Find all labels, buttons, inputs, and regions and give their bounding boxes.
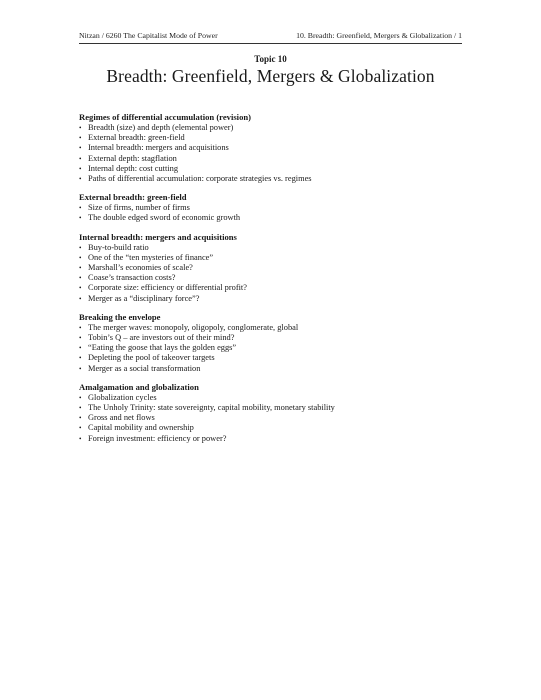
section-breaking-envelope	[79, 312, 469, 374]
list-item	[79, 413, 469, 423]
bullet-icon: •	[79, 354, 82, 363]
bullet-icon: •	[79, 334, 82, 343]
bullet-list	[79, 323, 469, 374]
list-item-text: Breadth (size) and depth (elemental power)	[88, 123, 234, 132]
list-item-text: Internal breadth: mergers and acquisitions	[88, 143, 229, 153]
bullet-icon: •	[79, 253, 82, 262]
bullet-icon: •	[79, 214, 82, 223]
running-header	[79, 31, 462, 40]
list-item	[79, 364, 469, 374]
topic-label: Topic 10	[254, 54, 287, 64]
section-title: External breadth: green-field	[79, 192, 187, 203]
bullet-icon: •	[79, 323, 82, 332]
bullet-icon: •	[79, 424, 82, 433]
section-title: Regimes of differential accumulation (revision)	[79, 112, 252, 122]
list-item	[79, 174, 469, 184]
list-item-text: Paths of differential accumulation: corporate strategies vs. regimes	[88, 174, 312, 184]
header-rule	[79, 43, 462, 44]
list-item	[79, 154, 469, 164]
list-item	[79, 203, 469, 213]
section-regimes	[79, 112, 469, 184]
bullet-list	[79, 203, 469, 223]
list-item-text: Size of firms, number of firms	[88, 203, 190, 213]
bullet-icon: •	[79, 434, 82, 443]
list-item-text: Capital mobility and ownership	[88, 423, 194, 433]
list-item	[79, 434, 469, 444]
list-item-text: Tobin’s Q – are investors out of their mind?	[88, 333, 235, 343]
bullet-icon: •	[79, 344, 82, 353]
bullet-icon: •	[79, 264, 82, 273]
list-item	[79, 164, 469, 174]
bullet-icon: •	[79, 175, 82, 184]
list-item-text: Depleting the pool of takeover targets	[88, 353, 215, 363]
list-item-text: Corporate size: efficiency or differential profit?	[88, 283, 247, 293]
list-item-text: The Unholy Trinity: state sovereignty, capital mobility, monetary stability	[88, 403, 335, 413]
list-item	[79, 423, 469, 433]
list-item-text: External depth: stagflation	[88, 153, 177, 163]
list-item	[79, 294, 469, 304]
bullet-icon: •	[79, 124, 82, 132]
section-title: Internal breadth: mergers and acquisitions	[79, 231, 237, 242]
bullet-icon: •	[79, 154, 82, 163]
bullet-icon: •	[79, 204, 82, 213]
list-item-text: Foreign investment: efficiency or power?	[88, 433, 227, 443]
list-item	[79, 343, 469, 353]
list-item	[79, 403, 469, 413]
list-item	[79, 323, 469, 333]
bullet-icon: •	[79, 284, 82, 293]
section-title: Amalgamation and globalization	[79, 381, 199, 392]
list-item-text: Merger as a social transformation	[88, 363, 201, 373]
list-item	[79, 273, 469, 283]
list-item	[79, 143, 469, 153]
page-title: Breadth: Greenfield, Mergers & Globalization	[106, 66, 435, 86]
list-item-text: Internal depth: cost cutting	[88, 163, 179, 173]
bullet-icon: •	[79, 393, 82, 402]
bullet-icon: •	[79, 164, 82, 173]
list-item	[79, 123, 469, 133]
bullet-icon: •	[79, 404, 82, 413]
header-right: 10. Breadth: Greenfield, Mergers & Globalization / 1	[296, 31, 462, 40]
list-item	[79, 213, 469, 223]
list-item-text: Buy-to-build ratio	[88, 242, 149, 252]
list-item	[79, 263, 469, 273]
header-left: Nitzan / 6260 The Capitalist Mode of Power	[79, 31, 218, 40]
section-internal-breadth	[79, 232, 469, 304]
list-item-text: “Eating the goose that lays the golden eggs”	[88, 343, 237, 353]
bullet-icon: •	[79, 274, 82, 283]
bullet-list	[79, 123, 469, 184]
list-item-text: Marshall’s economies of scale?	[88, 263, 193, 273]
bullet-icon: •	[79, 144, 82, 153]
section-title: Breaking the envelope	[79, 311, 161, 322]
bullet-icon: •	[79, 364, 82, 373]
bullet-icon: •	[79, 243, 82, 252]
list-item-text: One of the “ten mysteries of finance”	[88, 252, 214, 262]
bullet-list	[79, 243, 469, 304]
list-item-text: Coase’s transaction costs?	[88, 273, 176, 283]
bullet-icon: •	[79, 294, 82, 303]
list-item	[79, 133, 469, 143]
list-item-text: The merger waves: monopoly, oligopoly, conglomerate, global	[88, 322, 299, 332]
content-body	[79, 112, 469, 452]
section-amalgamation	[79, 382, 469, 444]
list-item-text: Merger as a “disciplinary force”?	[88, 293, 200, 303]
list-item-text: External breadth: green-field	[88, 133, 185, 143]
list-item	[79, 333, 469, 343]
bullet-list	[79, 393, 469, 444]
list-item	[79, 243, 469, 253]
bullet-icon: •	[79, 414, 82, 423]
bullet-icon: •	[79, 134, 82, 143]
list-item	[79, 393, 469, 403]
list-item-text: Gross and net flows	[88, 413, 155, 423]
list-item	[79, 283, 469, 293]
list-item	[79, 353, 469, 363]
list-item-text: The double edged sword of economic growth	[88, 213, 241, 223]
section-external-breadth	[79, 192, 469, 223]
list-item-text: Globalization cycles	[88, 392, 157, 402]
list-item	[79, 253, 469, 263]
